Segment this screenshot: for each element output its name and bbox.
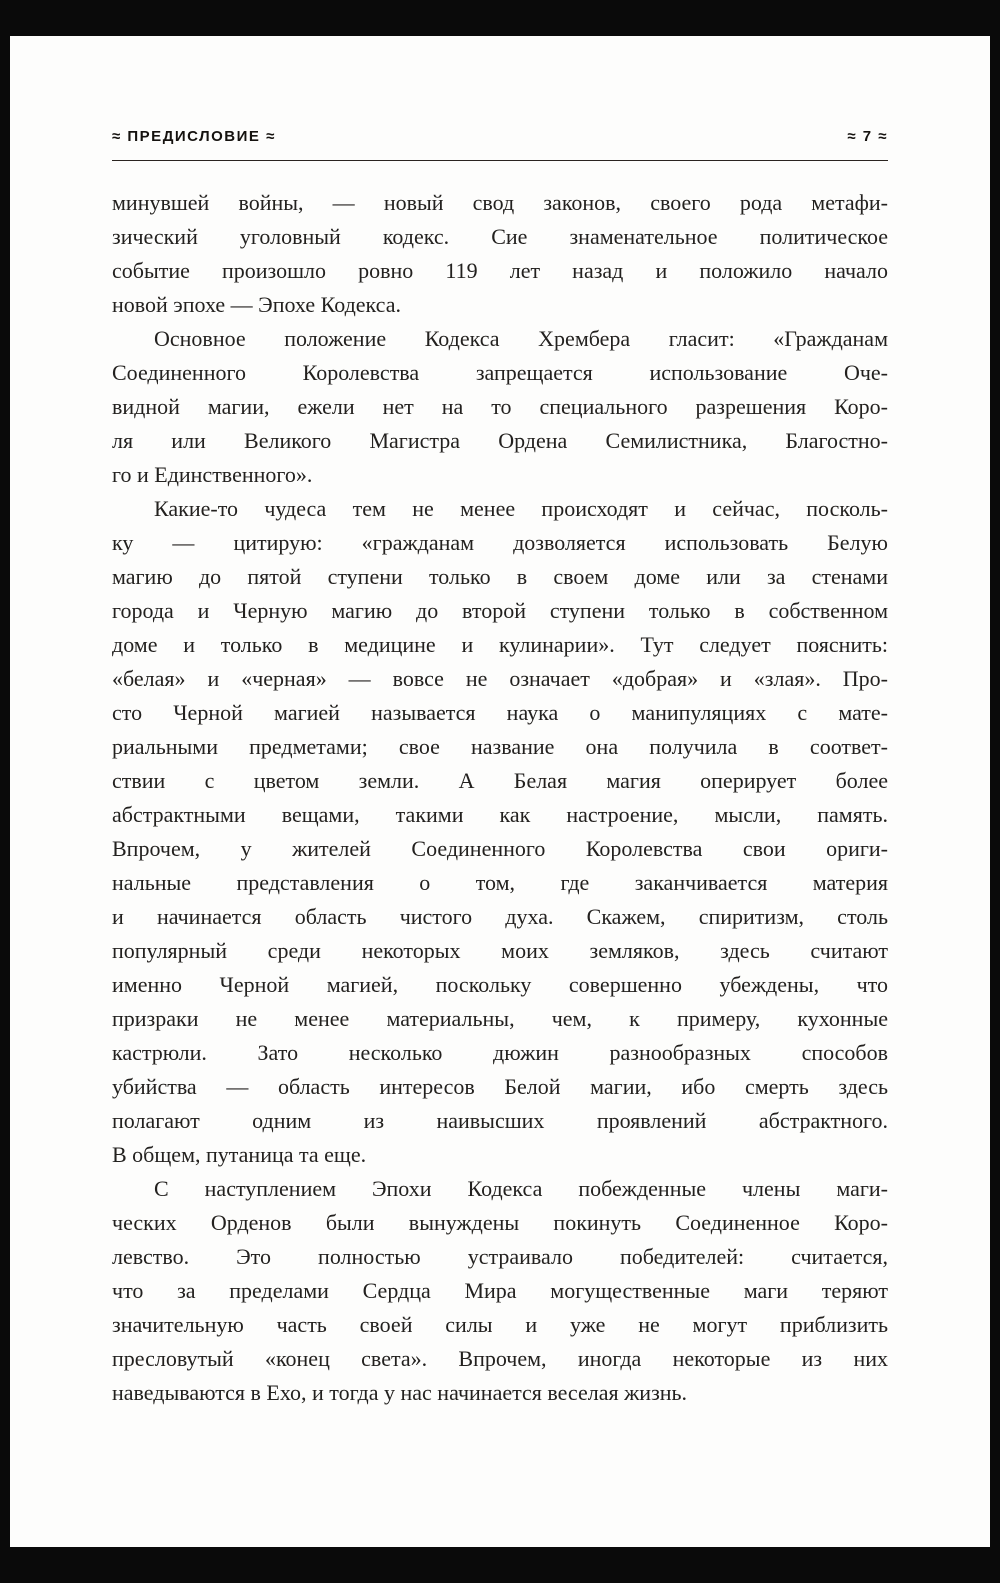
body-text-line: ствии с цветом земли. А Белая магия оперирует более bbox=[112, 768, 888, 793]
body-text-line: кастрюли. Зато несколько дюжин разнообразных способов bbox=[112, 1040, 888, 1065]
body-text-line: С наступлением Эпохи Кодекса побежденные члены маги- bbox=[154, 1176, 888, 1201]
body-text-line: ческих Орденов были вынуждены покинуть Соединенное Коро- bbox=[112, 1210, 888, 1235]
body-text bbox=[112, 186, 888, 1410]
body-text-line: сто Черной магией называется наука о манипуляциях с мате- bbox=[112, 700, 888, 725]
running-header bbox=[112, 128, 888, 145]
paragraph bbox=[112, 492, 888, 1172]
body-text-line: пресловутый «конец света». Впрочем, иногда некоторые из них bbox=[112, 1346, 888, 1371]
body-text-line: Основное положение Кодекса Хрембера гласит: «Гражданам bbox=[154, 326, 888, 351]
body-text-line: доме и только в медицине и кулинарии». Тут следует пояснить: bbox=[112, 632, 888, 657]
body-text-line: левство. Это полностью устраивало победителей: считается, bbox=[112, 1244, 888, 1269]
body-text-line: новой эпохе — Эпохе Кодекса. bbox=[112, 292, 401, 317]
page-sheet bbox=[10, 36, 990, 1547]
body-text-line: именно Черной магией, поскольку совершенно убеждены, что bbox=[112, 972, 888, 997]
body-text-line: города и Черную магию до второй ступени только в собственном bbox=[112, 598, 888, 623]
body-text-line: зический уголовный кодекс. Сие знаменательное политическое bbox=[112, 224, 888, 249]
body-text-line: абстрактными вещами, такими как настроение, мысли, память. bbox=[112, 802, 888, 827]
body-text-line: Впрочем, у жителей Соединенного Королевства свои ориги- bbox=[112, 836, 888, 861]
body-text-line: Какие-то чудеса тем не менее происходят и сейчас, посколь- bbox=[154, 496, 888, 521]
body-text-line: значительную часть своей силы и уже не могут приблизить bbox=[112, 1312, 888, 1337]
body-text-line: минувшей войны, — новый свод законов, своего рода метафи- bbox=[112, 190, 888, 215]
body-text-line: ля или Великого Магистра Ордена Семилистника, Благостно- bbox=[112, 428, 888, 453]
body-text-line: призраки не менее материальны, чем, к примеру, кухонные bbox=[112, 1006, 888, 1031]
body-text-line: полагают одним из наивысших проявлений абстрактного. bbox=[112, 1108, 888, 1133]
body-text-line: риальными предметами; свое название она получила в соответ- bbox=[112, 734, 888, 759]
paragraph bbox=[112, 1172, 888, 1410]
body-text-line: В общем, путаница та еще. bbox=[112, 1142, 367, 1167]
body-text-line: и начинается область чистого духа. Скажем, спиритизм, столь bbox=[112, 904, 888, 929]
paragraph bbox=[112, 186, 888, 322]
body-text-line: Соединенного Королевства запрещается использование Оче- bbox=[112, 360, 888, 385]
page-number: ≈ 7 ≈ bbox=[847, 128, 888, 145]
body-text-line: ку — цитирую: «гражданам дозволяется использовать Белую bbox=[112, 530, 888, 555]
body-text-line: нальные представления о том, где заканчивается материя bbox=[112, 870, 888, 895]
body-text-line: событие произошло ровно 119 лет назад и положило начало bbox=[112, 258, 888, 283]
body-text-line: популярный среди некоторых моих земляков, здесь считают bbox=[112, 938, 888, 963]
paragraph bbox=[112, 322, 888, 492]
header-rule bbox=[112, 160, 888, 161]
body-text-line: «белая» и «черная» — вовсе не означает «добрая» и «злая». Про- bbox=[112, 666, 888, 691]
body-text-line: го и Единственного». bbox=[112, 462, 313, 487]
body-text-line: магию до пятой ступени только в своем доме или за стенами bbox=[112, 564, 888, 589]
body-text-line: видной магии, ежели нет на то специального разрешения Коро- bbox=[112, 394, 888, 419]
body-text-line: убийства — область интересов Белой магии, ибо смерть здесь bbox=[112, 1074, 888, 1099]
body-text-line: наведываются в Ехо, и тогда у нас начинается веселая жизнь. bbox=[112, 1380, 688, 1405]
body-text-line: что за пределами Сердца Мира могущественные маги теряют bbox=[112, 1278, 888, 1303]
section-title: ≈ ПРЕДИСЛОВИЕ ≈ bbox=[112, 128, 276, 145]
